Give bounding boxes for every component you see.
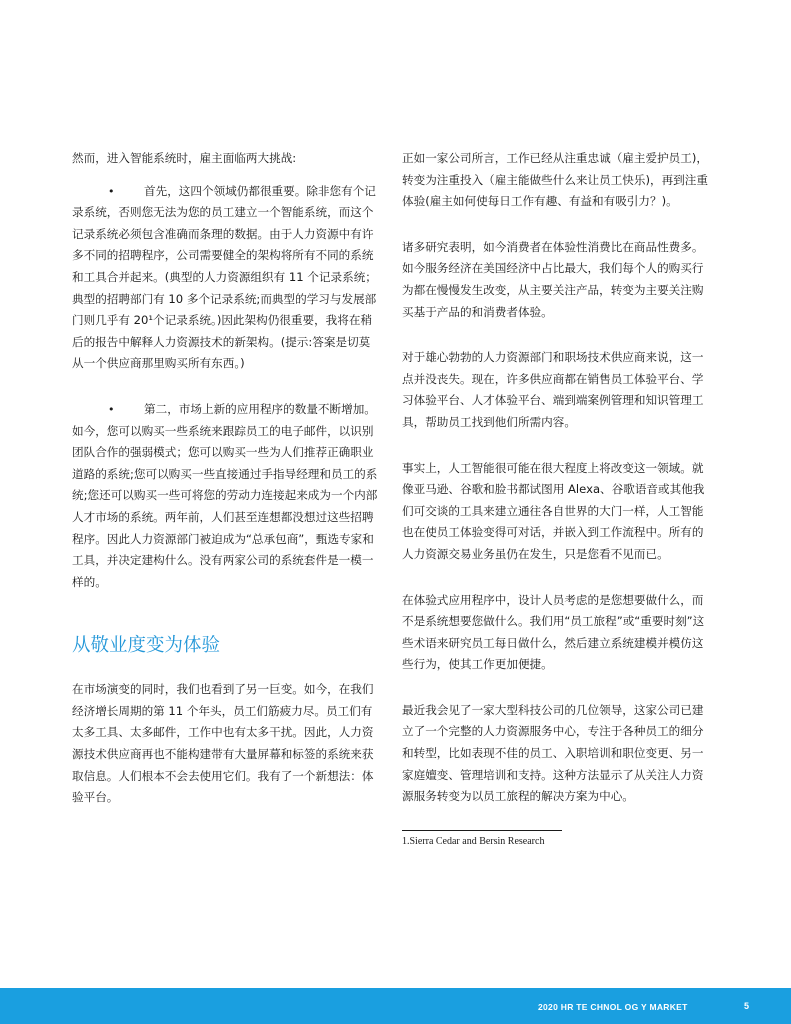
bullet-item-1 [72, 181, 378, 375]
footer-report-title: 2020 HR TE CHNOL OG Y MARKET [538, 1002, 688, 1012]
footnote-divider [402, 830, 562, 831]
page-number: 5 [744, 1001, 750, 1011]
right-column [402, 148, 708, 849]
bullet1-first-line: 首先，这四个领域仍都很重要。除非您有个记 [144, 183, 376, 198]
paragraph-6: 最近我会见了一家大型科技公司的几位领导，这家公司已建立了一个完整的人力资源服务中心，专注于各种员工的细分和转型，比如表现不佳的员工、入职培训和职位变更、另一家庭嬗变、管理培训和支持。这种方法显示了从关注人力资源服务转变为以员工旅程的解决方案为中心。 [402, 702, 704, 804]
bullet-icon: • [108, 184, 115, 198]
left-column [72, 148, 378, 809]
bullet-icon: • [108, 402, 115, 416]
bullet1-text: 录系统，否则您无法为您的员工建立一个智能系统，而这个记录系统必须包含准确而条理的数据。由于人力资源中有许多不同的招聘程序，公司需要健全的架构将所有不同的系统和工具合并起来。(典型的人力资源组织有 11 个记录系统；典型的招聘部门有 10 多个记录系统;而典型的学习与发展部门则几乎有 20¹个记录系统。)因此架构仍很重要，我将在稍后的报告中解释人力资源技术的新架构。(提示:答案是切莫从一个供应商那里购买所有东西。) [72, 205, 377, 371]
bullet-item-2 [72, 399, 378, 593]
intro-paragraph: 然而，进入智能系统时，雇主面临两大挑战: [72, 151, 297, 165]
paragraph-5: 在体验式应用程序中，设计人员考虑的是您想要做什么，而不是系统想要您做什么。我们用“员工旅程”或“重要时刻”这些术语来研究员工每日做什么，然后建立系统建模并模仿这些行为，使其工作更加便捷。 [402, 592, 705, 672]
paragraph-4: 事实上，人工智能很可能在很大程度上将改变这一领域。就像亚马逊、谷歌和脸书都试图用 Alexa、谷歌语音或其他我们可交谈的工具来建立通往各自世界的大门一样，人工智能也在使员工体验变得可对话，并嵌入到工作流程中。所有的人力资源交易业务虽仍在发生，只是您看不见而已。 [402, 460, 705, 561]
bullet2-first-line: 第二，市场上新的应用程序的数量不断增加。 [144, 401, 376, 416]
footer-bar [0, 988, 791, 1024]
paragraph-1: 正如一家公司所言，工作已经从注重忠诚（雇主爱护员工)，转变为注重投入（雇主能做些什么来让员工快乐)，再到注重体验(雇主如何使每日工作有趣、有益和有吸引力？)。 [402, 151, 708, 209]
footnote: 1.Sierra Cedar and Bersin Research [402, 835, 545, 847]
paragraph-3: 对于雄心勃勃的人力资源部门和职场技术供应商来说，这一点并没丧失。现在，许多供应商都在销售员工体验平台、学习体验平台、人才体验平台、端到端案例管理和知识管理工具，帮助员工找到他们所需内容。 [402, 350, 704, 429]
section-paragraph: 在市场演变的同时，我们也看到了另一巨变。如今，在我们经济增长周期的第 11 个年头，员工们筋疲力尽。员工们有太多工具、太多邮件，工作中也有太多干扰。因此，人力资源技术供应商再也不能构建带有大量屏幕和标签的系统来获取信息。人们根本不会去使用它们。我有了一个新想法：体验平台。 [72, 682, 374, 805]
bullet2-text: 如今，您可以购买一些系统来跟踪员工的电子邮件，以识别团队合作的强弱模式；您可以购买一些为人们推荐正确职业道路的系统;您可以购买一些直接通过手指导经理和员工的系统;您还可以购买一些可将您的劳动力连接起来成为一个内部人才市场的系统。两年前，人们甚至连想都没想过这些招聘程序。因此人力资源部门被迫成为“总承包商”，甄选专家和工具，并决定建构什么。没有两家公司的系统套件是一模一样的。 [72, 423, 378, 589]
paragraph-2: 诸多研究表明，如今消费者在体验性消费比在商品性费多。如今服务经济在美国经济中占比最大，我们每个人的购买行为都在慢慢发生改变，从主要关注产品，转变为主要关注购买基于产品的和消费者体验。 [402, 239, 704, 319]
section-heading: 从敬业度变为体验 [72, 635, 221, 657]
